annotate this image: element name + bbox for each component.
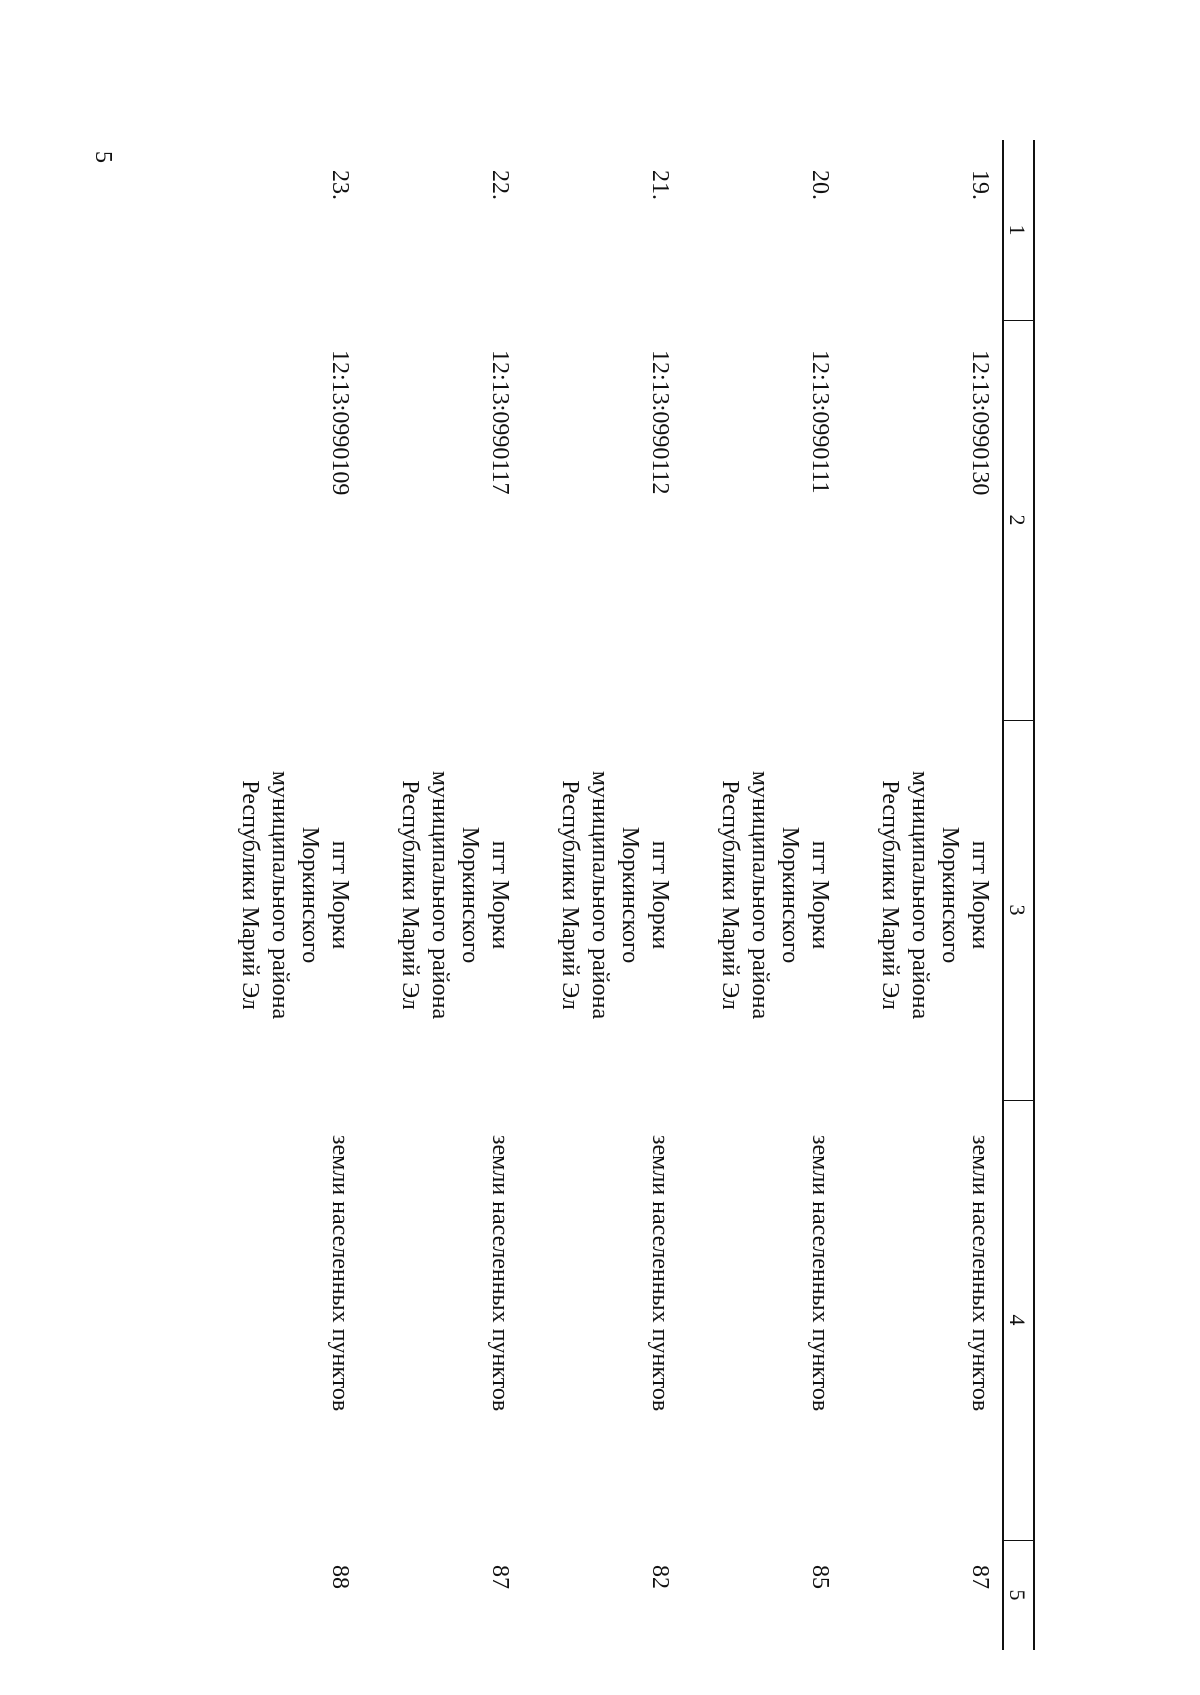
- location-line: Моркинского: [297, 826, 323, 964]
- location-cell: [395, 730, 515, 1060]
- location-line: Республики Марий Эл: [237, 780, 263, 1010]
- location-line: пгт Морки: [487, 840, 513, 950]
- location-line: муниципального района: [907, 770, 933, 1020]
- header-col-5: 5: [1005, 1589, 1030, 1601]
- location-line: муниципального района: [427, 770, 453, 1020]
- value-cell: 87: [967, 1565, 993, 1589]
- location-line: пгт Морки: [647, 840, 673, 950]
- location-line: Моркинского: [457, 826, 483, 964]
- location-line: муниципального района: [267, 770, 293, 1020]
- location-line: Моркинского: [937, 826, 963, 964]
- row-number: 19.: [967, 170, 993, 200]
- value-cell: 87: [487, 1565, 513, 1589]
- location-line: муниципального района: [587, 770, 613, 1020]
- cadastral-number: 12:13:0990111: [807, 350, 833, 494]
- land-category: земли населенных пунктов: [967, 1135, 993, 1412]
- row-number: 20.: [807, 170, 833, 200]
- value-cell: 82: [647, 1565, 673, 1589]
- cadastral-number: 12:13:0990130: [967, 350, 993, 496]
- land-category: земли населенных пунктов: [327, 1135, 353, 1412]
- location-line: Республики Марий Эл: [877, 780, 903, 1010]
- land-category: земли населенных пунктов: [487, 1135, 513, 1412]
- header-col-1: 1: [1005, 224, 1030, 236]
- location-line: Моркинского: [617, 826, 643, 964]
- cadastral-number: 12:13:0990112: [647, 350, 673, 495]
- table-row: [355, 140, 515, 1650]
- value-cell: 88: [327, 1565, 353, 1589]
- land-category: земли населенных пунктов: [647, 1135, 673, 1412]
- location-cell: [875, 730, 995, 1060]
- location-cell: [235, 730, 355, 1060]
- table-header-row: [1002, 140, 1035, 1650]
- table-row: [675, 140, 835, 1650]
- row-number: 21.: [647, 170, 673, 200]
- location-line: пгт Морки: [327, 840, 353, 950]
- header-col-2: 2: [1005, 514, 1030, 526]
- location-line: пгт Морки: [807, 840, 833, 950]
- row-number: 23.: [327, 170, 353, 200]
- location-line: муниципального района: [747, 770, 773, 1020]
- page-number: 5: [90, 151, 116, 163]
- table-row: [835, 140, 995, 1650]
- table-row: [195, 140, 355, 1650]
- row-number: 22.: [487, 170, 513, 200]
- location-line: Республики Марий Эл: [557, 780, 583, 1010]
- location-cell: [715, 730, 835, 1060]
- location-line: пгт Морки: [967, 840, 993, 950]
- location-cell: [555, 730, 675, 1060]
- land-category: земли населенных пунктов: [807, 1135, 833, 1412]
- location-line: Республики Марий Эл: [717, 780, 743, 1010]
- table-row: [515, 140, 675, 1650]
- location-line: Республики Марий Эл: [397, 780, 423, 1010]
- header-col-4: 4: [1005, 1314, 1030, 1326]
- land-plots-table: [200, 140, 1035, 1650]
- cadastral-number: 12:13:0990109: [327, 350, 353, 496]
- value-cell: 85: [807, 1565, 833, 1589]
- location-line: Моркинского: [777, 826, 803, 964]
- cadastral-number: 12:13:0990117: [487, 350, 513, 495]
- header-col-3: 3: [1005, 904, 1030, 916]
